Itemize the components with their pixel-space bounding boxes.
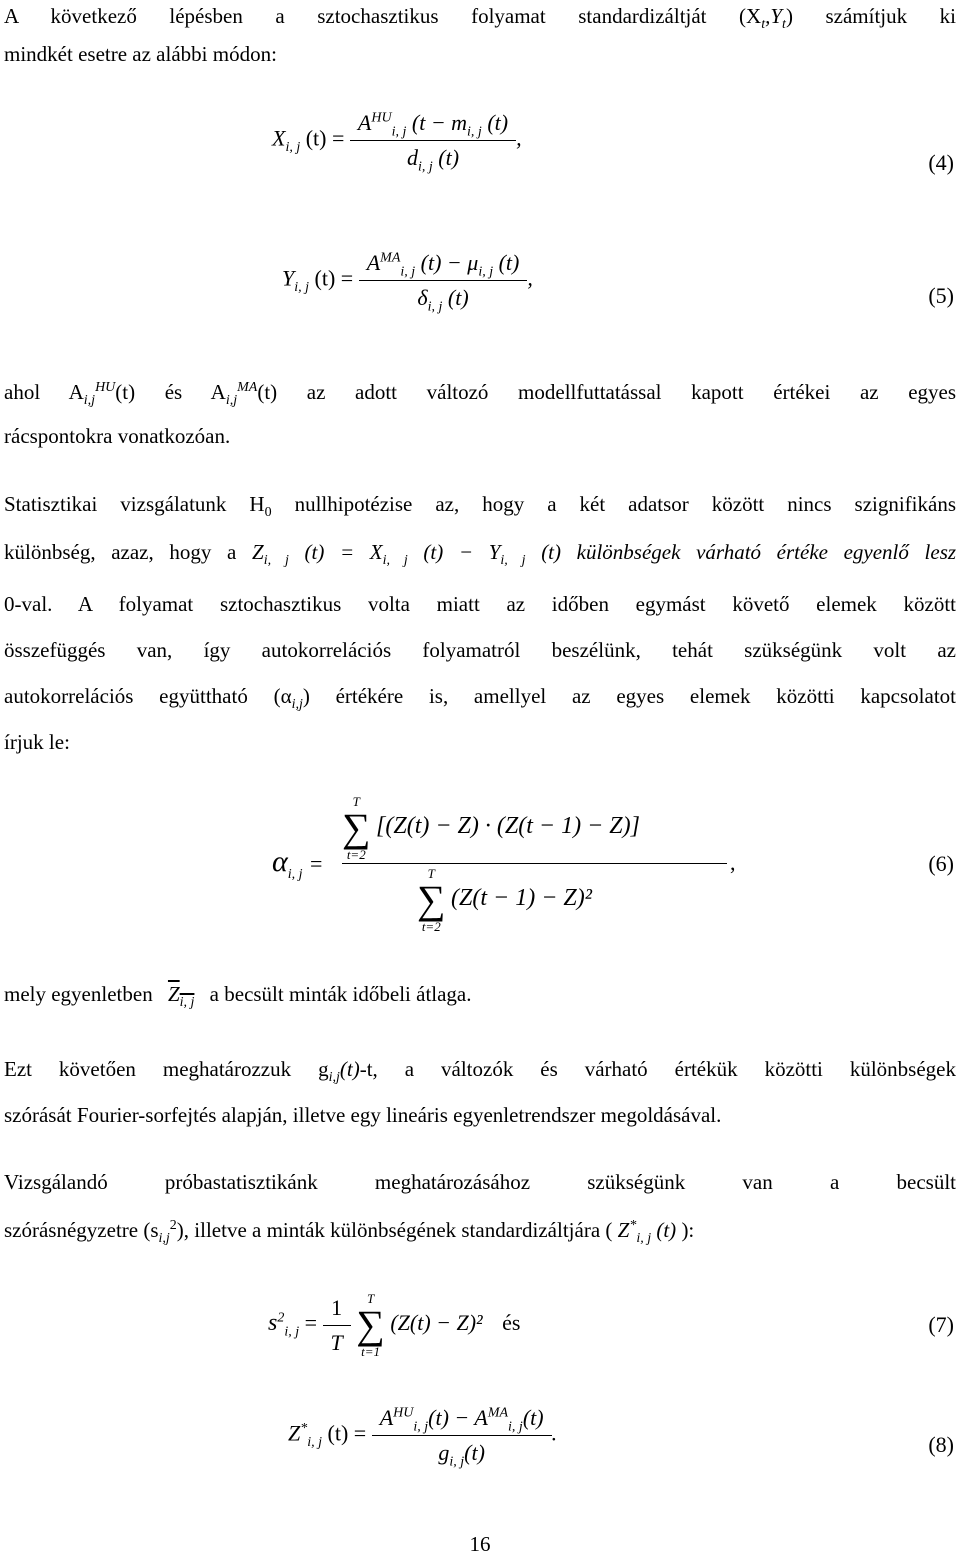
para2-line2: rácspontokra vonatkozóan.: [4, 424, 231, 448]
sup: MA: [237, 380, 258, 395]
sym: A: [357, 110, 372, 135]
sym: (t) − μ: [420, 250, 479, 275]
text: autokorrelációs együttható (α: [4, 684, 292, 708]
text: szórásnégyzetre (s: [4, 1218, 159, 1242]
eq-number-7: (7): [928, 1312, 954, 1337]
sym: d: [406, 145, 418, 170]
eq-lhs: [272, 845, 323, 882]
sub: i, j: [287, 867, 303, 882]
text: ):: [681, 1218, 695, 1242]
eq-denominator: $g_{i, j}(t)$: [438, 1440, 485, 1470]
para3-line6: írjuk le:: [4, 730, 70, 754]
sub: i,j: [291, 697, 303, 713]
sum-bottom: t=1: [361, 1344, 380, 1359]
equation-5: [282, 250, 533, 315]
text: (t) az adott változó modellfuttatással kapott értékei az egyes: [257, 380, 957, 404]
comma: ,: [527, 265, 533, 291]
para5-line2: szórását Fourier-sorfejtés alapján, illetve egy lineáris egyenletrendszer megoldásával.: [4, 1103, 722, 1127]
sup: 2: [277, 1310, 285, 1326]
para2-line1: [4, 378, 957, 409]
para1-line2: mindkét esetre az alábbi módon:: [4, 42, 277, 66]
eq-denominator: $\delta_{i, j}$ (t): [417, 285, 469, 315]
eq-fraction: [359, 250, 528, 315]
sub: i, j: [284, 1324, 300, 1340]
expr: (Z(t) − Z)²: [390, 1310, 483, 1336]
sup: 2: [169, 1218, 177, 1233]
eq-number-4: (4): [928, 150, 954, 175]
para3-line4: összefüggés van, így autokorrelációs folyamatról beszélünk, tehát szükségünk volt az: [4, 638, 956, 662]
sub: i, j: [467, 124, 482, 140]
eq-number-8: (8): [928, 1432, 954, 1457]
sub: 0: [264, 505, 272, 521]
sub: t: [782, 17, 786, 33]
text: A következő lépésben a sztochasztikus folyamat standardizáltját (X: [4, 4, 762, 28]
para1-line1: [4, 2, 956, 33]
sym: (t): [438, 145, 460, 170]
text: ,Y: [765, 4, 783, 28]
sum-bottom: t=2: [421, 919, 441, 934]
eq-numerator: [342, 795, 640, 861]
text: ) értékére is, amellyel az egyes elemek közötti kapcsolatot: [302, 684, 956, 708]
inline-formula: $Z_{i, j}$ $(t) = X_{i, j}$ $(t) - Y_{i, j}$ (t): [252, 540, 562, 569]
eq-arg: (t) =: [314, 265, 354, 291]
comma: ,: [516, 125, 522, 151]
para3-line2: [4, 538, 957, 569]
denominator-expr: (Z(t − 1) − Z)²: [451, 885, 592, 912]
sum-symbol: T ∑ t=1: [356, 1291, 385, 1359]
comma: ,: [730, 850, 736, 875]
text: és: [502, 1310, 521, 1336]
sym: A: [366, 250, 381, 275]
dot: .: [551, 1420, 558, 1446]
sup: MA: [487, 1405, 509, 1421]
eq-denominator: [417, 867, 592, 933]
sup: HU: [393, 1405, 414, 1421]
text: (t): [339, 1057, 360, 1081]
text: nullhipotézise az, hogy a két adatsor között nincs szignifikáns: [271, 492, 957, 516]
sym: (t): [447, 285, 469, 310]
para3-line5: [4, 682, 956, 713]
text: mely egyenletben: [4, 982, 153, 1006]
sym: Z: [617, 1218, 630, 1242]
eq-number-6: (6): [928, 851, 954, 876]
text: különbségek várható értéke egyenlő lesz: [576, 540, 957, 564]
para5-line1: [4, 1055, 956, 1086]
text: Ezt követően meghatározzuk g: [4, 1057, 329, 1081]
eq-arg: (t) =: [305, 125, 345, 151]
para3-line3: 0-val. A folyamat sztochasztikus volta miatt az időben egymást követő elemek között: [4, 592, 956, 616]
text: (t) és A: [115, 380, 226, 404]
eq-numerator: $A^{HU}_{i, j}(t) - A^{MA}_{i, j}(t)$: [372, 1405, 552, 1436]
sym: =: [304, 1310, 318, 1336]
fraction-bar: [342, 863, 727, 864]
denominator: T: [330, 1329, 343, 1355]
sum-symbol: T ∑ t=2: [417, 866, 446, 934]
sym: α: [272, 845, 288, 878]
equation-7: [268, 1292, 520, 1358]
sym: (t − m: [411, 110, 468, 135]
eq-lhs: X: [272, 125, 286, 151]
sym: (t) =: [327, 1420, 367, 1446]
sub: i,j: [83, 393, 96, 409]
text: a becsült minták időbeli átlaga.: [209, 982, 472, 1006]
sym: (t) = X: [304, 540, 383, 564]
z-bar: [167, 982, 195, 1011]
para6-line1: Vizsgálandó próbastatisztikánk meghatározásához szükségünk van a becsült: [4, 1170, 956, 1194]
sum-bottom: t=2: [346, 847, 366, 862]
sum-symbol: T ∑ t=2: [342, 794, 371, 862]
text: Statisztikai vizsgálatunk H: [4, 492, 265, 516]
sub: i, j: [179, 995, 195, 1011]
sym: (t): [656, 1218, 677, 1242]
text: ), illetve a minták különbségének standardizáltjára (: [176, 1218, 613, 1242]
sup: *: [629, 1218, 637, 1233]
para6-line2: [4, 1216, 956, 1247]
equation-8: [288, 1405, 558, 1470]
sum-top: T: [352, 794, 360, 809]
eq-sub: i, j: [294, 279, 310, 295]
page-number: 16: [469, 1532, 491, 1556]
sym: Z: [167, 982, 180, 1006]
sub: i,j: [225, 393, 238, 409]
sub: t: [761, 17, 766, 33]
eq-numerator: $A^{HU}_{i, j}$ ($t - m_{i, j}$ (t): [350, 110, 516, 141]
text: ) számítjuk ki: [785, 4, 956, 28]
sup: *: [300, 1421, 308, 1437]
sum-top: T: [427, 866, 435, 881]
text: ahol A: [4, 380, 84, 404]
sym: Z: [252, 540, 264, 564]
sum-top: T: [366, 1291, 375, 1306]
equation-4: [272, 110, 522, 175]
sym: =: [310, 851, 323, 876]
numerator-expr: [(Z(t) − Z) · (Z(t − 1) − Z)]: [376, 813, 640, 840]
sub: i, j: [636, 1231, 652, 1247]
eq-denominator: $d_{i, j}$ (t): [406, 145, 460, 175]
sub: i, j: [307, 1434, 323, 1450]
sub: i,j: [328, 1070, 340, 1086]
sym: δ: [417, 285, 428, 310]
eq-number-5: (5): [928, 283, 954, 308]
sym: Z: [288, 1420, 301, 1446]
eq-lhs: Y: [282, 265, 295, 291]
sym: (t): [498, 250, 520, 275]
inline-formula: [617, 1218, 677, 1247]
numerator: 1: [323, 1295, 351, 1326]
sym: (t): [541, 540, 562, 564]
eq-sub: i, j: [285, 139, 301, 155]
sub: i,j: [158, 1231, 170, 1247]
para4: [4, 980, 956, 1011]
sup: HU: [95, 380, 116, 395]
eq-fraction: [323, 1295, 351, 1356]
sym: s: [268, 1310, 278, 1337]
para3-line1: [4, 490, 957, 521]
text: különbség, azaz, hogy a: [4, 540, 237, 564]
sup: HU: [371, 110, 392, 126]
eq-numerator: $A^{MA}_{i, j}$ $(t) - \mu_{i, j}$ (t): [359, 250, 528, 281]
eq-fraction: [350, 110, 516, 175]
sup: MA: [380, 250, 401, 266]
text: -t, a változók és várható értékük közötti különbségek: [359, 1057, 956, 1081]
eq-fraction: [372, 1405, 552, 1470]
sym: (t) − Y: [423, 540, 501, 564]
sym: (t): [487, 110, 509, 135]
